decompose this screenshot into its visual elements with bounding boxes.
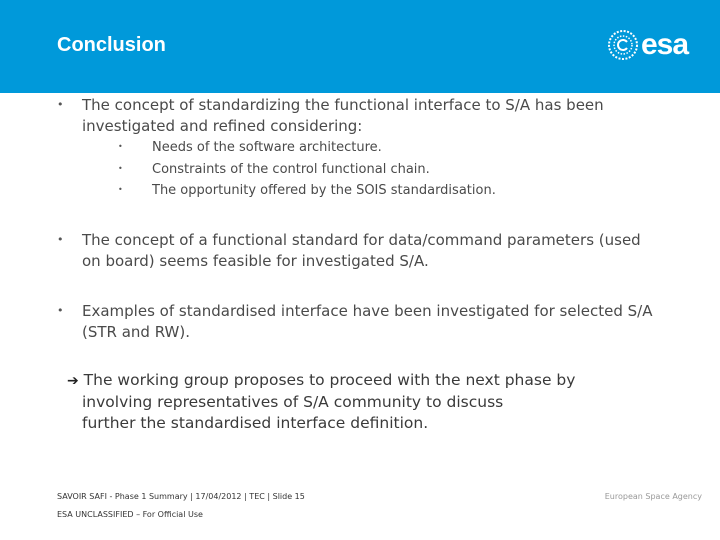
footer-classification: ESA UNCLASSIFIED – For Official Use — [57, 510, 203, 519]
sub-bullet-3: The opportunity offered by the SOIS standardisation. — [152, 183, 496, 198]
bullet-1-line-1: The concept of standardizing the functional interface to S/A has been — [82, 96, 604, 114]
sub-bullet-icon: • — [118, 164, 123, 173]
conclusion-line-2: involving representatives of S/A community to discuss — [82, 393, 504, 411]
bullet-2-line-2: on board) seems feasible for investigated S/A. — [82, 252, 429, 270]
bullet-1 — [82, 95, 604, 137]
sub-bullet-2: Constraints of the control functional chain. — [152, 162, 430, 177]
bullet-1-line-2: investigated and refined considering: — [82, 117, 363, 135]
bullet-3-line-2: (STR and RW). — [82, 323, 190, 341]
esa-logo — [607, 28, 688, 62]
arrow-right-icon: ➔ — [67, 373, 79, 389]
sub-bullet-1: Needs of the software architecture. — [152, 140, 382, 155]
slide-title: Conclusion — [57, 34, 166, 56]
bullet-icon: • — [57, 304, 64, 317]
conclusion-line-1: The working group proposes to proceed with the next phase by — [83, 371, 576, 389]
bullet-icon: • — [57, 233, 64, 246]
header-bar — [0, 0, 720, 93]
esa-logo-text: esa — [641, 28, 689, 61]
bullet-icon: • — [57, 98, 64, 111]
conclusion-statement — [67, 370, 575, 434]
bullet-2 — [82, 230, 641, 272]
footer-info: SAVOIR SAFI - Phase 1 Summary | 17/04/2012 | TEC | Slide 15 — [57, 492, 305, 501]
footer-agency: European Space Agency — [604, 492, 702, 501]
bullet-2-line-1: The concept of a functional standard for data/command parameters (used — [82, 231, 641, 249]
conclusion-line-3: further the standardised interface definition. — [82, 414, 429, 432]
sub-bullet-icon: • — [118, 185, 123, 194]
bullet-3 — [82, 301, 652, 343]
sub-bullet-icon: • — [118, 142, 123, 151]
esa-globe-icon — [607, 28, 639, 62]
bullet-3-line-1: Examples of standardised interface have been investigated for selected S/A — [82, 302, 653, 320]
